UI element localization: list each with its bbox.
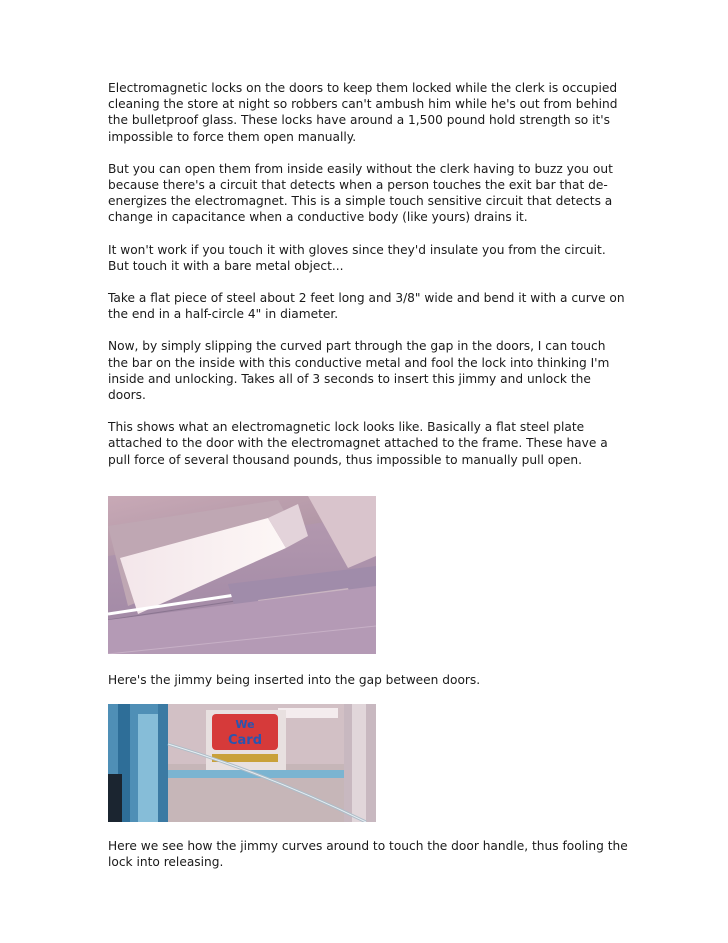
sign-text-card: Card [227,733,263,749]
paragraph-2: But you can open them from inside easily without the clerk having to buzz you out because there's a circuit that detects when a person touches the exit bar that de-energizes the electromagnet. This is a simple touch sensitive circuit that detects a change in capacitance when a conductive body (like yours) drains it. [108,161,613,225]
photo-electromagnetic-lock [108,496,376,654]
sign-text-we: We [235,718,255,732]
paragraph-5: Now, by simply slipping the curved part through the gap in the doors, I can touch the bar on the inside with this conductive metal and fool the lock into thinking I'm inside and unlocking. Takes all of 3 seconds to insert this jimmy and unlock the doors. [108,339,610,403]
caption-jimmy-inserted: Here's the jimmy being inserted into the gap between doors. [108,672,481,687]
photo-jimmy-inserted [108,704,376,822]
caption-jimmy-curves: Here we see how the jimmy curves around to touch the door handle, thus fooling the lock into releasing. [108,839,628,870]
paragraph-4: Take a flat piece of steel about 2 feet long and 3/8" wide and bend it with a curve on the end in a half-circle 4" in diameter. [108,291,625,322]
paragraph-1: Electromagnetic locks on the doors to keep them locked while the clerk is occupied cleaning the store at night so robbers can't ambush him while he's out from behind the bulletproof glass. These locks have around a 1,500 pound hold strength so it's impossible to force them open manually. [108,81,618,144]
paragraph-3: It won't work if you touch it with gloves since they'd insulate you from the circuit. But touch it with a bare metal object... [108,242,606,273]
document-body [108,80,628,886]
paragraph-6: This shows what an electromagnetic lock looks like. Basically a flat steel plate attached to the door with the electromagnet attached to the frame. These have a pull force of several thousand pounds, thus impossible to manually pull open. [108,420,608,467]
